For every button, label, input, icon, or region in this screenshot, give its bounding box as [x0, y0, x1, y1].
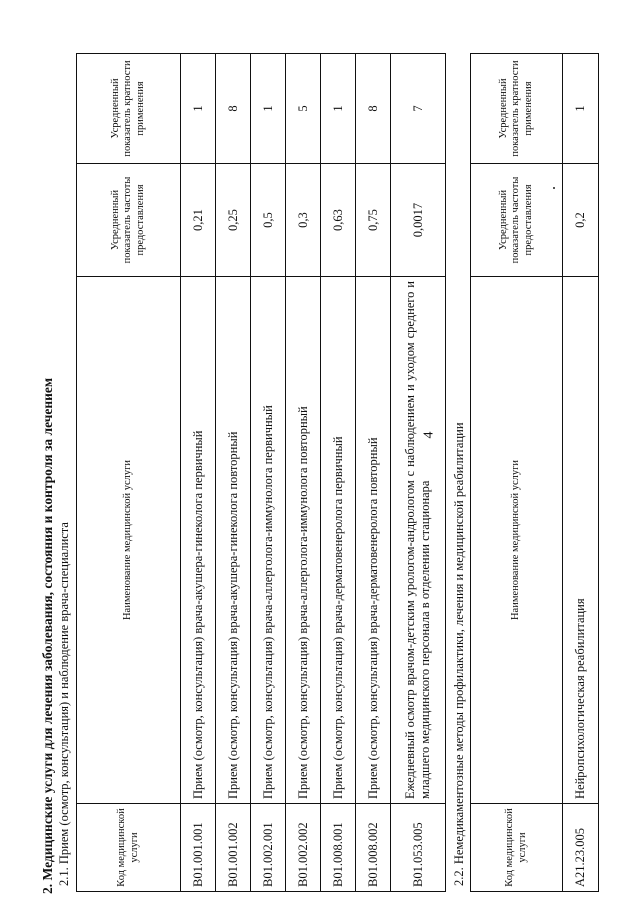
header-frequency: Усредненный показатель частоты предоставления: [471, 164, 563, 277]
service-name: Ежедневный осмотр врачом-детским урологом-андрологом с наблюдением и уходом среднего и младшего медицинского персонала в отделении стационара: [391, 277, 446, 804]
service-code: B01.002.001: [251, 804, 286, 892]
service-name: Нейропсихологическая реабилитация: [563, 277, 599, 804]
multiplicity-value: 1: [181, 54, 216, 164]
section-title: 2. Медицинские услуги для лечения заболевания, состояния и контроля за лечением: [40, 377, 55, 894]
table-row: [216, 54, 251, 892]
table-row: [286, 54, 321, 892]
table2-subtitle: 2.2. Немедикаментозные методы профилактики, лечения и медицинской реабилитации: [452, 422, 466, 886]
rotated-content: [40, 10, 600, 894]
service-code: A21.23.005: [563, 804, 599, 892]
frequency-value: 0,75: [356, 164, 391, 277]
service-name: Прием (осмотр, консультация) врача-аллерголога-иммунолога первичный: [251, 277, 286, 804]
frequency-value: 0,63: [321, 164, 356, 277]
frequency-value: 0,21: [181, 164, 216, 277]
service-name: Прием (осмотр, консультация) врача-акушера-гинеколога повторный: [216, 277, 251, 804]
service-code: B01.002.002: [286, 804, 321, 892]
header-frequency: Усредненный показатель частоты предоставления: [77, 164, 181, 277]
table-row: [391, 54, 446, 892]
multiplicity-value: 7: [391, 54, 446, 164]
table-row: [251, 54, 286, 892]
table-services-consultation: [76, 53, 446, 892]
header-multiplicity: Усредненный показатель кратности применения: [77, 54, 181, 164]
table-row: [321, 54, 356, 892]
table1-subtitle: 2.1. Прием (осмотр, консультация) и наблюдение врача-специалиста: [57, 522, 71, 886]
header-name: Наименование медицинской услуги: [77, 277, 181, 804]
table-row: [356, 54, 391, 892]
multiplicity-value: 5: [286, 54, 321, 164]
frequency-value: 0,2: [563, 164, 599, 277]
service-code: B01.001.002: [216, 804, 251, 892]
service-name: Прием (осмотр, консультация) врача-аллерголога-иммунолога повторный: [286, 277, 321, 804]
multiplicity-value: 1: [563, 54, 599, 164]
table-nonmedication-methods: [470, 53, 599, 892]
multiplicity-value: 8: [216, 54, 251, 164]
table1-header-row: [77, 54, 181, 892]
header-name: Наименование медицинской услуги: [471, 277, 563, 804]
service-name: Прием (осмотр, консультация) врача-дерматовенеролога повторный: [356, 277, 391, 804]
frequency-value: 0,3: [286, 164, 321, 277]
service-code: B01.053.005: [391, 804, 446, 892]
table2-header-row: [471, 54, 563, 892]
table-row: [563, 54, 599, 892]
service-code: B01.008.001: [321, 804, 356, 892]
service-code: B01.001.001: [181, 804, 216, 892]
multiplicity-value: 1: [251, 54, 286, 164]
frequency-value: 0,25: [216, 164, 251, 277]
service-code: B01.008.002: [356, 804, 391, 892]
multiplicity-value: 1: [321, 54, 356, 164]
service-name: Прием (осмотр, консультация) врача-акушера-гинеколога первичный: [181, 277, 216, 804]
frequency-value: 0,0017: [391, 164, 446, 277]
header-multiplicity: Усредненный показатель кратности применения: [471, 54, 563, 164]
header-code: Код медицинской услуги: [471, 804, 563, 892]
frequency-value: 0,5: [251, 164, 286, 277]
table-row: [181, 54, 216, 892]
service-name: Прием (осмотр, консультация) врача-дерматовенеролога первичный: [321, 277, 356, 804]
multiplicity-value: 8: [356, 54, 391, 164]
page-number: 4: [421, 431, 437, 439]
header-code: Код медицинской услуги: [77, 804, 181, 892]
